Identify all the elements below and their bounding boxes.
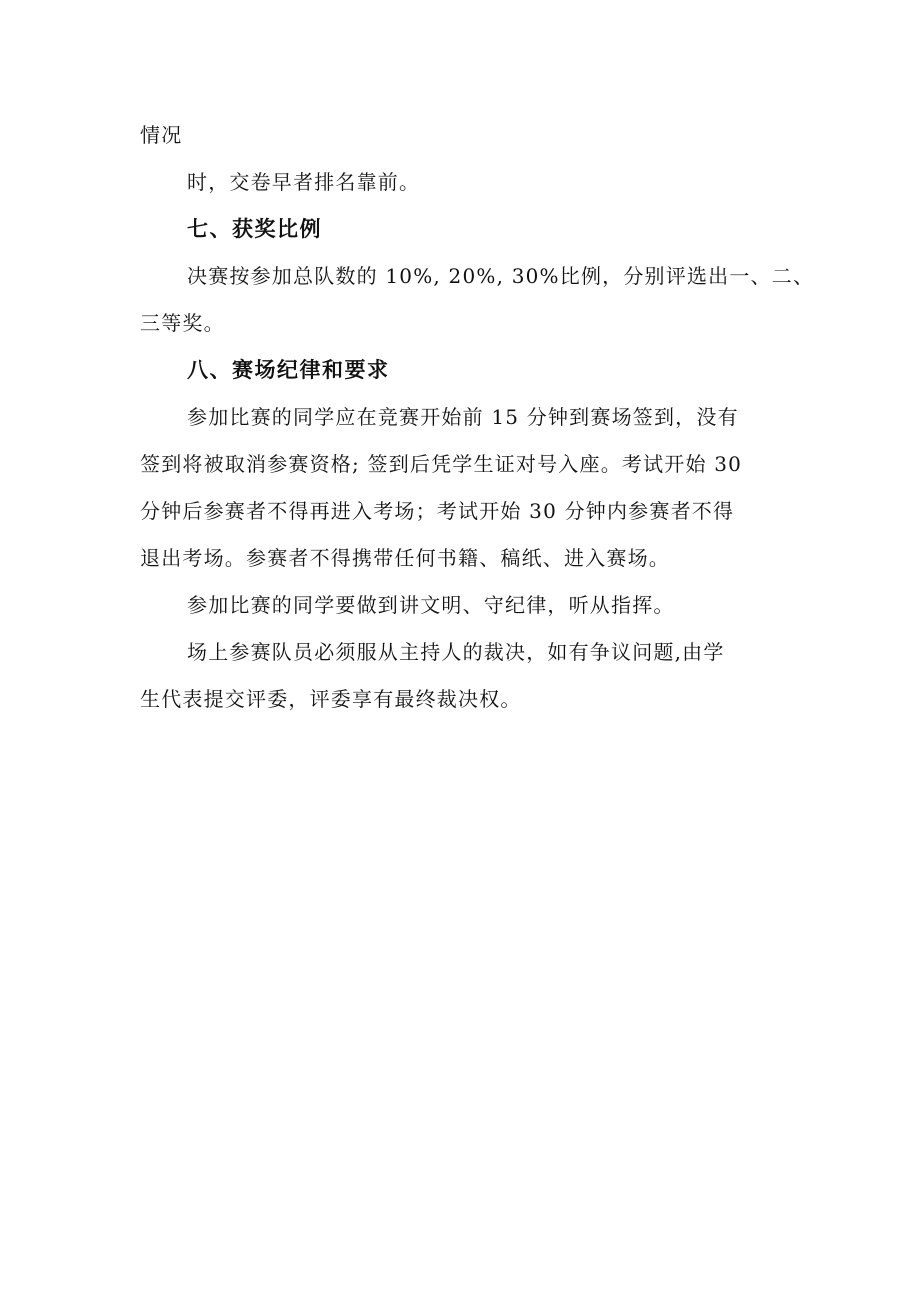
section-7-paragraph-line-1: 决赛按参加总队数的 10%, 20%, 30%比例，分别评选出一、二、 xyxy=(187,264,815,288)
section-8-paragraph-2-line-1: 参加比赛的同学要做到讲文明、守纪律，听从指挥。 xyxy=(187,593,675,617)
carryover-text-line-1: 情况 xyxy=(140,123,183,147)
section-8-heading: 八、赛场纪律和要求 xyxy=(187,358,390,382)
section-8-paragraph-1-line-3: 分钟后参赛者不得再进入考场；考试开始 30 分钟内参赛者不得 xyxy=(140,499,735,523)
section-7-heading: 七、获奖比例 xyxy=(187,217,322,241)
section-8-paragraph-1-line-1: 参加比赛的同学应在竞赛开始前 15 分钟到赛场签到，没有 xyxy=(187,405,739,429)
document-body xyxy=(140,112,815,723)
section-7-paragraph-line-2: 三等奖。 xyxy=(140,311,225,335)
carryover-text-line-2: 时，交卷早者排名靠前。 xyxy=(187,170,421,194)
section-8-paragraph-3-line-2: 生代表提交评委，评委享有最终裁决权。 xyxy=(140,687,522,711)
section-8-paragraph-1-line-4: 退出考场。参赛者不得携带任何书籍、稿纸、进入赛场。 xyxy=(140,546,670,570)
section-8-paragraph-3-line-1: 场上参赛队员必须服从主持人的裁决，如有争议问题,由学 xyxy=(187,640,725,664)
section-8-paragraph-1-line-2: 签到将被取消参赛资格; 签到后凭学生证对号入座。考试开始 30 xyxy=(140,452,743,476)
